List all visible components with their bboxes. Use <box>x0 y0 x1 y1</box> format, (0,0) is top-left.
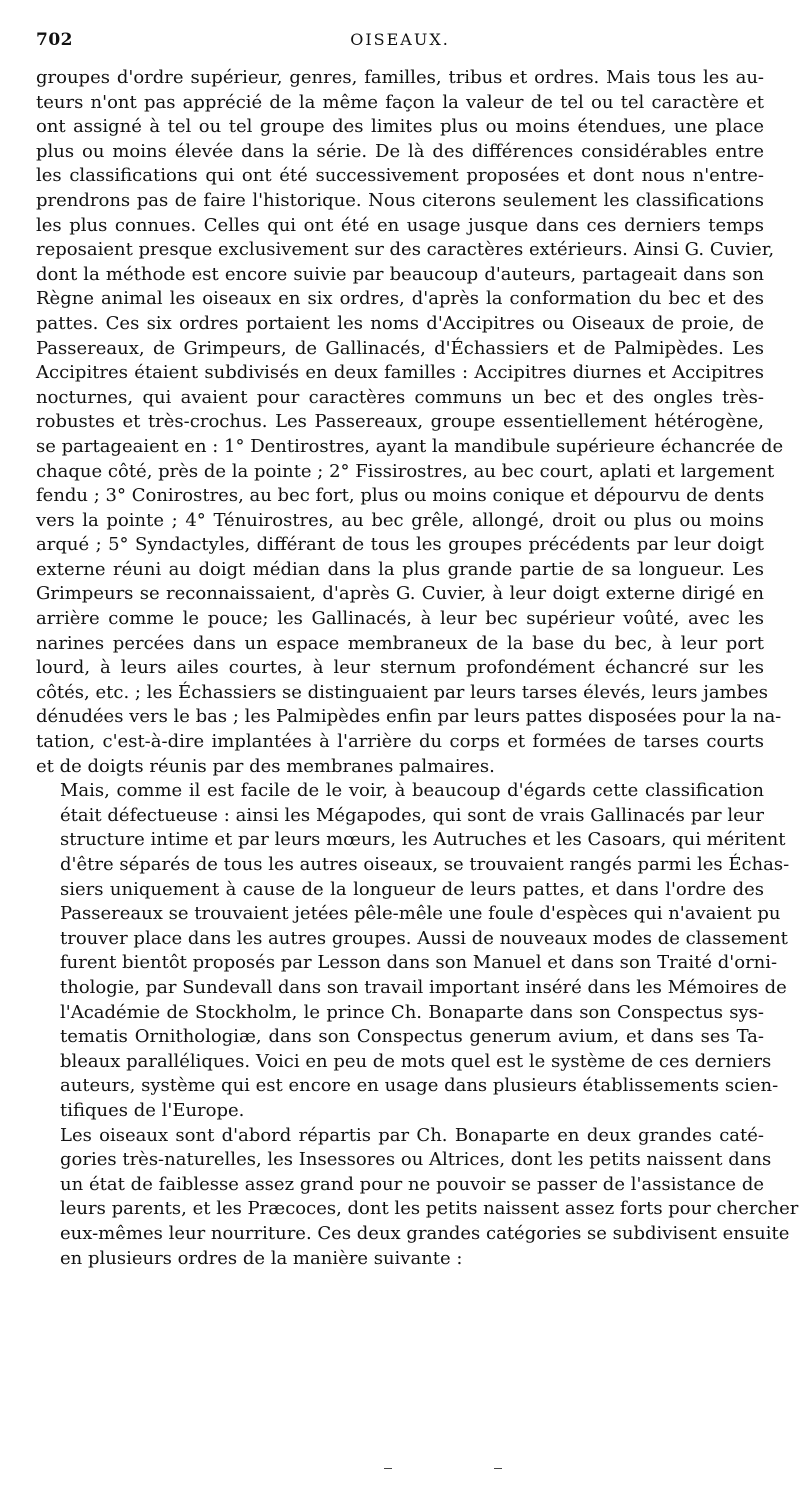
text-line: et de doigts réunis par des membranes palmaires. <box>36 755 495 777</box>
paragraph-cuvier-critique <box>36 779 790 1123</box>
text-line: nocturnes, qui avaient pour caractères communs un bec et des ongles très- <box>36 386 764 408</box>
text-line: était défectueuse : ainsi les Mégapodes, qui sont de vrais Gallinacés par leur <box>60 804 764 826</box>
text-line: thologie, par Sundevall dans son travail important inséré dans les Mémoires de <box>60 976 787 998</box>
text-line: dénudées vers le bas ; les Palmipèdes enfin par leurs pattes disposées pour la na- <box>36 706 782 728</box>
text-line: Règne animal les oiseaux en six ordres, d'après la conformation du bec et des <box>36 288 764 310</box>
text-line: dont la méthode est encore suivie par beaucoup d'auteurs, partageait dans son <box>36 263 764 285</box>
text-line: Accipitres étaient subdivisés en deux familles : Accipitres diurnes et Accipitres <box>36 362 764 384</box>
running-title: OISEAUX. <box>350 30 450 49</box>
text-line: fendu ; 3° Conirostres, au bec fort, plus ou moins conique et dépourvu de dents <box>36 485 765 507</box>
text-line: plus ou moins élevée dans la série. De là des différences considérables entre <box>36 140 764 162</box>
body-text <box>36 66 799 1271</box>
text-line: les plus connues. Celles qui ont été en usage jusque dans ces derniers temps <box>36 214 764 236</box>
text-line: un état de faiblesse assez grand pour ne pouvoir se passer de l'assistance de <box>60 1173 764 1195</box>
text-line: externe réuni au doigt médian dans la plus grande partie de sa longueur. Les <box>36 558 764 580</box>
footer-mark <box>384 1468 392 1469</box>
text-line: arrière comme le pouce; les Gallinacés, à leur bec supérieur voûté, avec les <box>36 608 764 630</box>
page-number: 702 <box>36 30 73 50</box>
text-line: pattes. Ces six ordres portaient les noms d'Accipitres ou Oiseaux de proie, de <box>36 312 764 334</box>
text-line: Passereaux se trouvaient jetées pêle-mêle une foule d'espèces qui n'avaient pu <box>60 903 781 925</box>
text-line: gories très-naturelles, les Insessores ou Altrices, dont les petits naissent dans <box>60 1149 772 1171</box>
text-line: siers uniquement à cause de la longueur de leurs pattes, et dans l'ordre des <box>60 878 764 900</box>
text-line: reposaient presque exclusivement sur des caractères extérieurs. Ainsi G. Cuvier, <box>36 239 775 261</box>
text-line: chaque côté, près de la pointe ; 2° Fissirostres, au bec court, aplati et largement <box>36 460 775 482</box>
text-line: arqué ; 5° Syndactyles, différant de tous les groupes précédents par leur doigt <box>36 534 764 556</box>
text-line: robustes et très-crochus. Les Passereaux, groupe essentiellement hétérogène, <box>36 411 764 433</box>
text-line: Grimpeurs se reconnaissaient, d'après G. Cuvier, à leur doigt externe dirigé en <box>36 583 764 605</box>
text-line: Passereaux, de Grimpeurs, de Gallinacés, d'Échassiers et de Palmipèdes. Les <box>36 337 764 359</box>
text-line: leurs parents, et les Præcoces, dont les petits naissent assez forts pour chercher <box>60 1198 799 1220</box>
text-line: d'être séparés de tous les autres oiseaux, se trouvaient rangés parmi les Échas- <box>60 854 790 875</box>
text-line: ont assigné à tel ou tel groupe des limites plus ou moins étendues, une place <box>36 116 764 138</box>
text-line: les classifications qui ont été successivement proposées et dont nous n'entre- <box>36 165 764 187</box>
text-line: tation, c'est-à-dire implantées à l'arrière du corps et formées de tarses courts <box>36 731 764 753</box>
text-line: tifiques de l'Europe. <box>60 1099 245 1121</box>
text-line: groupes d'ordre supérieur, genres, familles, tribus et ordres. Mais tous les au- <box>36 67 764 88</box>
text-line: eux-mêmes leur nourriture. Ces deux grandes catégories se subdivisent ensuite <box>60 1222 790 1244</box>
text-line: vers la pointe ; 4° Ténuirostres, au bec grêle, allongé, droit ou plus ou moins <box>36 509 764 531</box>
text-line: côtés, etc. ; les Échassiers se distinguaient par leurs tarses élevés, leurs jambes <box>36 681 769 703</box>
text-line: tematis Ornithologiæ, dans son Conspectus generum avium, et dans ses Ta- <box>60 1026 764 1048</box>
text-line: narines percées dans un espace membraneux de la base du bec, à leur port <box>36 632 764 654</box>
footer-mark <box>494 1468 502 1469</box>
text-line: Les oiseaux sont d'abord répartis par Ch. Bonaparte en deux grandes caté- <box>60 1124 764 1146</box>
text-line: trouver place dans les autres groupes. Aussi de nouveaux modes de classement <box>60 927 788 949</box>
text-line: bleaux paralléliques. Voici en peu de mots quel est le système de ces derniers <box>60 1050 772 1072</box>
paragraph-bonaparte-categories <box>36 1124 799 1272</box>
text-line: se partageaient en : 1° Dentirostres, ayant la mandibule supérieure échancrée de <box>36 435 784 457</box>
text-line: auteurs, système qui est encore en usage dans plusieurs établissements scien- <box>60 1075 779 1097</box>
text-line: lourd, à leurs ailes courtes, à leur sternum profondément échancré sur les <box>36 657 764 679</box>
text-line: en plusieurs ordres de la manière suivante : <box>60 1247 463 1269</box>
text-line: structure intime et par leurs mœurs, les Autruches et les Casoars, qui méritent <box>60 829 786 851</box>
text-line: teurs n'ont pas apprécié de la même façon la valeur de tel ou tel caractère et <box>36 91 764 113</box>
paragraph-classification-history <box>36 66 784 779</box>
text-line: Mais, comme il est facile de le voir, à beaucoup d'égards cette classification <box>60 780 764 802</box>
page-header <box>36 30 764 60</box>
text-line: l'Académie de Stockholm, le prince Ch. Bonaparte dans son Conspectus sys- <box>60 1001 764 1023</box>
text-line: furent bientôt proposés par Lesson dans son Manuel et dans son Traité d'orni- <box>60 952 778 974</box>
text-line: prendrons pas de faire l'historique. Nous citerons seulement les classifications <box>36 189 764 211</box>
